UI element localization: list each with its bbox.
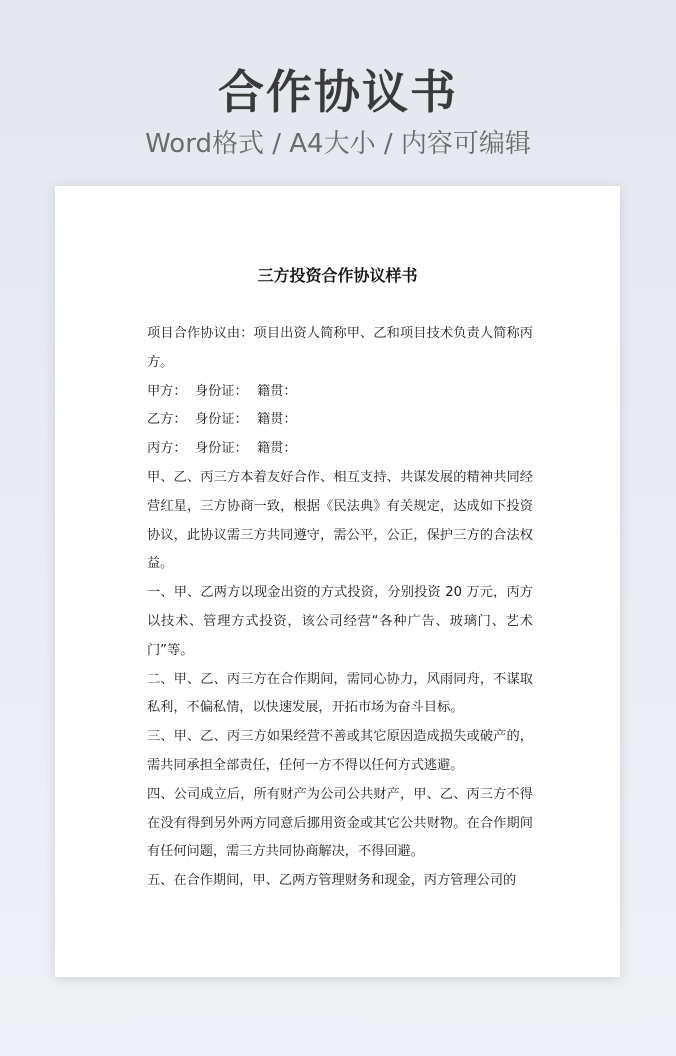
party-origin-label: 籍贯：	[257, 383, 297, 399]
clause-4-paragraph: 四、公司成立后，所有财产为公司公共财产，甲、乙、丙三方不得在没有得到另外两方同意后挪用资金或其它公共财物。在合作期间有任何问题，需三方共同协商解决，不得回避。	[147, 786, 533, 860]
party-id-label: 身份证：	[195, 412, 248, 428]
clause-2-paragraph: 二、甲、乙、丙三方在合作期间，需同心协力，风雨同舟，不谋取私利，不偏私情，以快速发展，开拓市场为奋斗目标。	[147, 671, 533, 716]
intro-paragraph: 项目合作协议由：项目出资人简称甲、乙和项目技术负责人简称丙方。	[147, 326, 533, 370]
party-id-label: 身份证：	[195, 441, 248, 457]
party-name: 丙方：	[147, 441, 187, 457]
preamble-paragraph: 甲、乙、丙三方本着友好合作、相互支持、共谋发展的精神共同经营红星，三方协商一致，根据《民法典》有关规定，达成如下投资协议，此协议需三方共同遵守，需公平，公正，保护三方的合法权益。	[147, 469, 533, 572]
document-body	[147, 320, 533, 896]
party-origin-label: 籍贯：	[257, 441, 297, 457]
party-name: 乙方：	[147, 412, 187, 428]
clause-3-paragraph: 三、甲、乙、丙三方如果经营不善或其它原因造成损失或破产的，需共同承担全部责任，任何一方不得以任何方式逃避。	[147, 729, 533, 773]
clause-1-paragraph: 一、甲、乙两方以现金出资的方式投资，分别投资 20 万元，丙方以技术、管理方式投资，该公司经营“各种广告、玻璃门、艺术门”等。	[147, 585, 533, 658]
party-id-label: 身份证：	[195, 383, 248, 399]
document-page	[55, 186, 620, 977]
party-name: 甲方：	[147, 383, 187, 399]
hero-title: 合作协议书	[218, 65, 458, 119]
party-line-c	[147, 435, 533, 464]
hero-subtitle: Word格式 / A4大小 / 内容可编辑	[145, 129, 531, 159]
party-origin-label: 籍贯：	[257, 412, 297, 428]
document-title: 三方投资合作协议样书	[257, 266, 418, 285]
party-line-a	[147, 378, 533, 407]
clause-5-paragraph: 五、在合作期间，甲、乙两方管理财务和现金，丙方管理公司的	[147, 873, 517, 889]
party-line-b	[147, 406, 533, 435]
hero-header	[0, 60, 676, 164]
